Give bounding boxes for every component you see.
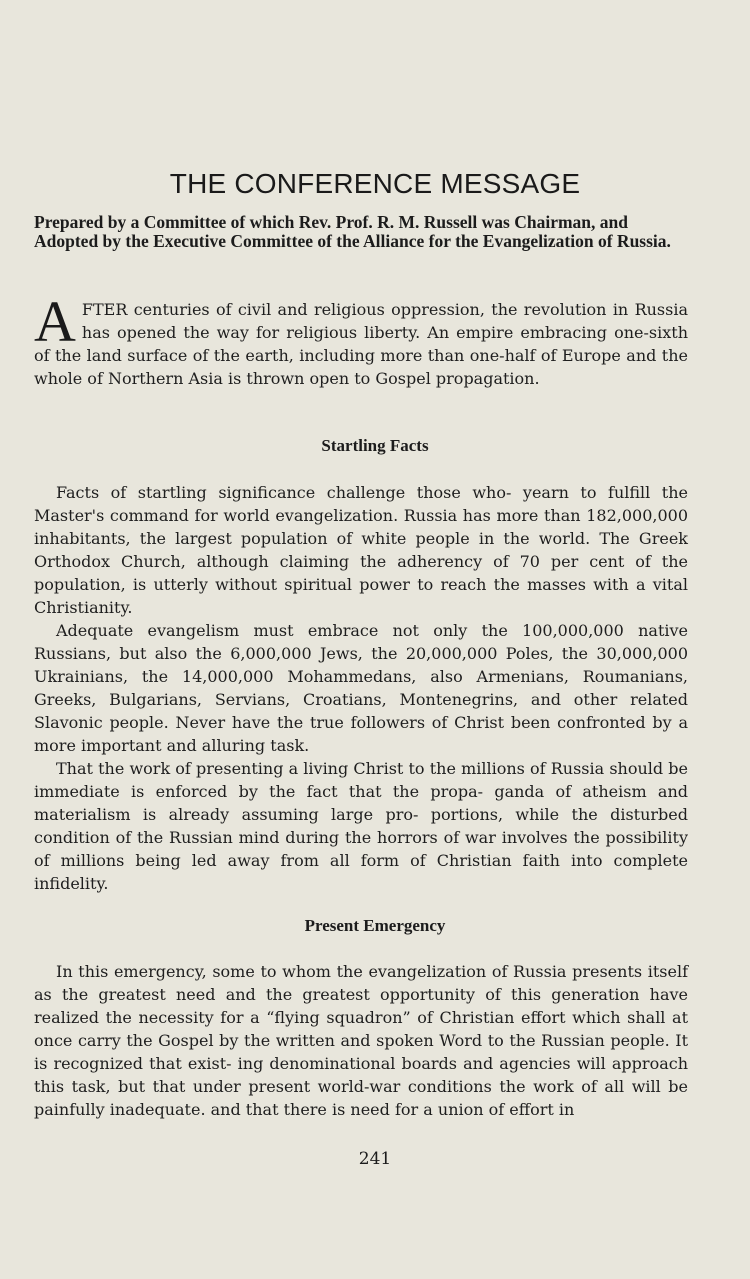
drop-cap: A (34, 289, 76, 354)
paragraph: In this emergency, some to whom the evangelization of Russia presents itself as the greatest need and the greatest opportunity of this generation have realized the necessity for a “flying squadron” of Christian effort which shall at once carry the Gospel by the written and spoken Word to the Russian people. It is recognized that exist- ing denominational boards and agencies will approach this task, but that under present world-war conditions the work of all will be painfully inadequate. and that there is need for a union of effort in (34, 962, 688, 1119)
paragraph: Facts of startling significance challenge those who- yearn to fulfill the Master's command for world evangelization. Russia has more than 182,000,000 inhabitants, the largest population of white people in the world. The Greek Orthodox Church, although claiming the adherency of 70 per cent of the population, is utterly without spiritual power to reach the masses with a vital Christianity. (34, 483, 688, 617)
section-heading-startling-facts: Startling Facts (321, 436, 429, 455)
section-body-present-emergency (34, 960, 688, 1121)
intro-text: FTER centuries of civil and religious oppression, the revolution in Russia has opened the way for religious liberty. An empire embracing one-sixth of the land surface of the earth, including more than one-half of Europe and the whole of Northern Asia is thrown open to Gospel propagation. (34, 300, 688, 388)
page-number: 241 (358, 1149, 392, 1169)
intro-paragraph (34, 289, 688, 390)
section-body-startling-facts (34, 481, 688, 895)
section-heading-present-emergency: Present Emergency (304, 916, 446, 935)
subtitle-attribution: Prepared by a Committee of which Rev. Prof. R. M. Russell was Chairman, and Adopted by the Executive Committee of the Alliance for the Evangelization of Russia. (34, 212, 671, 251)
page-title: THE CONFERENCE MESSAGE (169, 168, 581, 199)
paragraph: Adequate evangelism must embrace not only the 100,000,000 native Russians, but also the 6,000,000 Jews, the 20,000,000 Poles, the 30,000,000 Ukrainians, the 14,000,000 Mohammedans, also Armenians, Roumanians, Greeks, Bulgarians, Servians, Croatians, Montenegrins, and other related Slavonic people. Never have the true followers of Christ been confronted by a more important and alluring task. (34, 621, 688, 755)
paragraph: That the work of presenting a living Christ to the millions of Russia should be immediate is enforced by the fact that the propa- ganda of atheism and materialism is already assuming large pro- portions, while the disturbed condition of the Russian mind during the horrors of war involves the possibility of millions being led away from all form of Christian faith into complete infidelity. (34, 759, 688, 893)
